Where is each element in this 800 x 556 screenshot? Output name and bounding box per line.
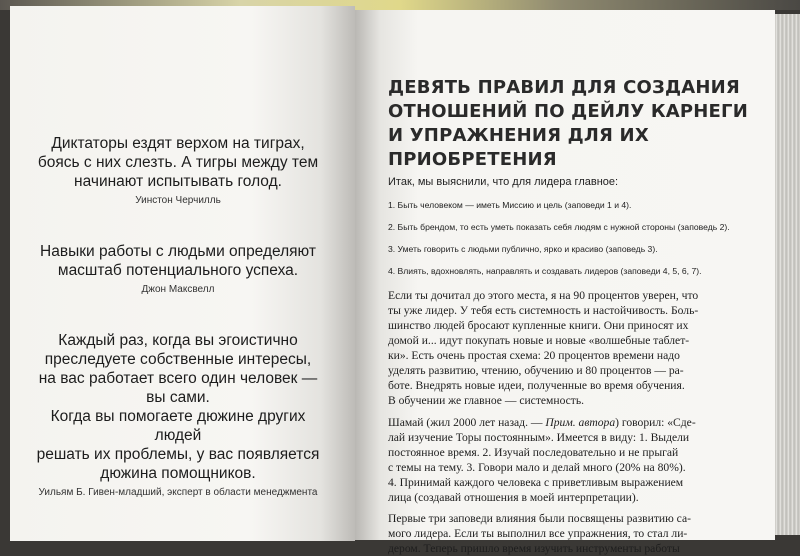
paragraph-line: Шамай (жил 2000 лет назад. — Прим. автора) говорил: «Сде- xyxy=(388,416,696,429)
quote-author: Уинстон Черчилль xyxy=(135,195,221,206)
quote-given xyxy=(28,331,328,498)
paragraph-shamai: Шамай (жил 2000 лет назад. — Прим. автора) говорил: «Сде- лай изучение Торы постоянным». Имеется в виду: 1. Выдели постоянное время. 2. Изучай последовательно и не прыгай с темы на тему. 3. Говори мало и делай много (20% на 80%). 4. Принимай каждого человека с приветливым выражением лица (создавай отношения в моей интерпретации). xyxy=(388,415,718,505)
list-item: 3. Уметь говорить с людьми публично, ярко и красиво (заповедь 3). xyxy=(388,244,658,254)
quote-maxwell xyxy=(28,242,328,295)
list-item: 1. Быть человеком — иметь Миссию и цель (заповеди 1 и 4). xyxy=(388,200,632,210)
quote-churchill xyxy=(28,134,328,206)
list-item: 2. Быть брендом, то есть уметь показать себя людям с нужной стороны (заповедь 2). xyxy=(388,222,730,232)
paragraph-system: Если ты дочитал до этого места, я на 90 процентов уверен, что ты уже лидер. У тебя есть системность и настойчивость. Боль- шинство людей бросают купленные книги. Они приносят их домой и... идут покупать новые и новые «волшебные таблет- ки». Есть очень простая схема: 20 процентов времени надо уделять развитию, чтению, обучению и 80 процентов — ра- боте. Внедрять новые идеи, полученные во время обучения. В обучении же главное — системность. xyxy=(388,289,699,407)
quote-author: Уильям Б. Гивен-младший, эксперт в области менеджмента xyxy=(38,487,318,498)
left-page xyxy=(10,6,355,541)
quote-text: Каждый раз, когда вы эгоистично преследуете собственные интересы, на вас работает всего один человек — вы сами. Когда вы помогаете дюжине других людей решать их проблемы, у вас появляется дюжина помощников. xyxy=(36,332,320,482)
rules-list xyxy=(388,200,768,288)
quote-text: Навыки работы с людьми определяют масштаб потенциального успеха. xyxy=(40,243,316,279)
right-page xyxy=(355,10,775,555)
author-note: Прим. автора xyxy=(545,416,616,429)
quote-author: Джон Максвелл xyxy=(141,284,215,295)
quote-text: Диктаторы ездят верхом на тиграх, боясь с них слезть. А тигры между тем начинают испытывать голод. xyxy=(37,135,319,190)
chapter-title: ДЕВЯТЬ ПРАВИЛ ДЛЯ СОЗДАНИЯ ОТНОШЕНИЙ ПО ДЕЙЛУ КАРНЕГИ И УПРАЖНЕНИЯ ДЛЯ ИХ ПРИОБРЕТЕНИЯ xyxy=(388,77,748,170)
paragraph-influence: Первые три заповеди влияния были посвящены развитию са- мого лидера. Если ты выполнил все упражнения, то стал ли- дером. Теперь пришло время изучить инструменты работы xyxy=(388,512,691,555)
intro-text: Итак, мы выяснили, что для лидера главное: xyxy=(388,176,619,188)
page-edges xyxy=(775,14,800,535)
list-item: 4. Влиять, вдохновлять, направлять и создавать лидеров (заповеди 4, 5, 6, 7). xyxy=(388,266,702,276)
